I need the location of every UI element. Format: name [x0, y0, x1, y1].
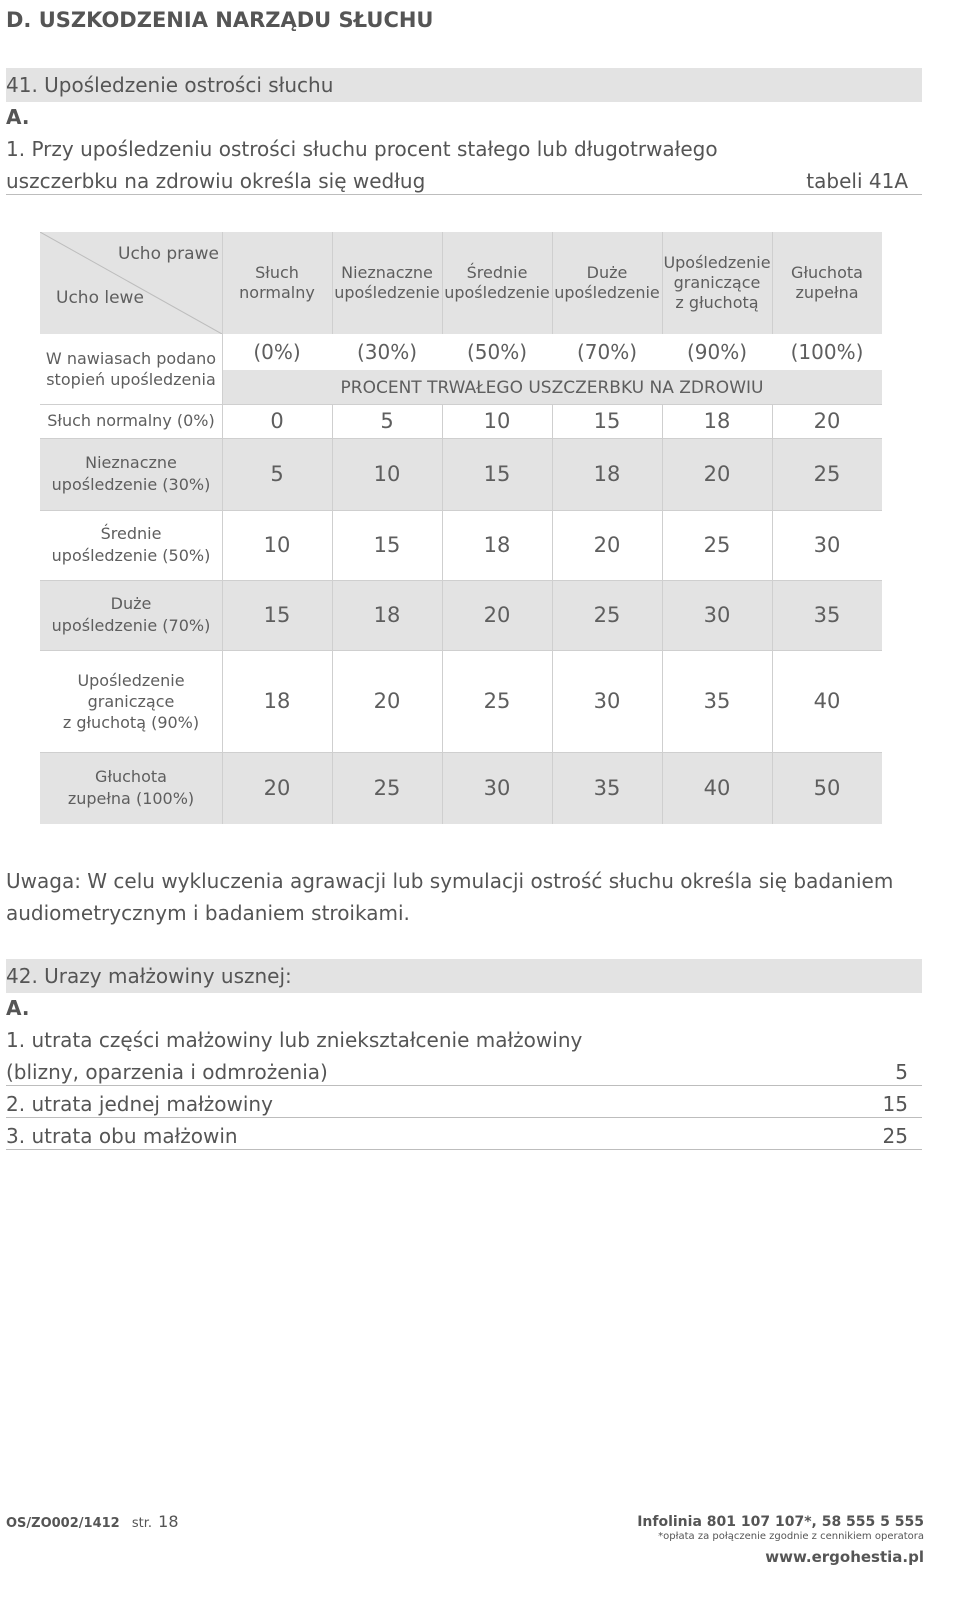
table-cell: 10	[263, 533, 291, 557]
item41-table-reference: tabeli 41A	[806, 169, 908, 193]
footer-page-label: str.	[131, 1516, 153, 1531]
row-label-moderate: Średnie upośledzenie (50%)	[51, 524, 211, 565]
table-cell: 5	[270, 462, 284, 486]
table-cell: 15	[263, 603, 291, 627]
pct-note: W nawiasach podano stopień upośledzenia	[45, 349, 217, 389]
table-cell: 35	[813, 603, 841, 627]
table-cell: 18	[483, 533, 511, 557]
table-cell: 35	[593, 776, 621, 800]
grid-line	[772, 404, 773, 824]
grid-line	[40, 580, 882, 581]
row-label-near-deafness: Upośledzenie graniczące z głuchotą (90%)	[62, 670, 200, 732]
pct-value: (50%)	[466, 340, 528, 364]
footer-fee-note: *opłata za połączenie zgodnie z cennikiem operatora	[658, 1531, 924, 1542]
col-header-slight: Nieznaczne upośledzenie	[334, 263, 440, 302]
row-label-normal: Słuch normalny (0%)	[47, 411, 215, 430]
grid-line	[552, 232, 553, 334]
col-header-moderate: Średnie upośledzenie	[444, 263, 550, 302]
table-cell: 40	[703, 776, 731, 800]
item42-entry-1-value: 5	[895, 1060, 908, 1084]
hearing-impairment-table	[40, 232, 882, 824]
footer-doc-code: OS/ZO002/1412	[6, 1516, 120, 1531]
table-cell: 50	[813, 776, 841, 800]
table-cell: 20	[593, 533, 621, 557]
grid-line	[40, 752, 882, 753]
item42-entry-1-line2: (blizny, oparzenia i odmrożenia)	[6, 1060, 328, 1084]
col-header-near-deafness: Upośledzenie graniczące z głuchotą	[663, 253, 771, 312]
grid-line	[40, 404, 882, 405]
grid-line	[40, 510, 882, 511]
table-cell: 15	[593, 409, 621, 433]
footer-website-link[interactable]: www.ergohestia.pl	[765, 1548, 924, 1566]
pct-value: (100%)	[790, 340, 864, 364]
table-cell: 25	[483, 689, 511, 713]
item42-entry-2: 2. utrata jednej małżowiny	[6, 1092, 273, 1116]
table-cell: 30	[593, 689, 621, 713]
table-cell: 30	[483, 776, 511, 800]
row-label-severe: Duże upośledzenie (70%)	[51, 594, 211, 635]
table-cell: 25	[593, 603, 621, 627]
divider	[6, 1149, 922, 1150]
col-header-severe: Duże upośledzenie	[554, 263, 660, 302]
pct-value: (70%)	[576, 340, 638, 364]
grid-line	[552, 404, 553, 824]
table-cell: 15	[373, 533, 401, 557]
table-cell: 0	[270, 409, 284, 433]
pct-value: (30%)	[356, 340, 418, 364]
col-header-normal: Słuch normalny	[239, 263, 315, 302]
table-cell: 5	[380, 409, 394, 433]
table-cell: 10	[373, 462, 401, 486]
impairment-band-label: PROCENT TRWAŁEGO USZCZERBKU NA ZDROWIU	[222, 370, 882, 404]
grid-line	[662, 232, 663, 334]
table-cell: 25	[813, 462, 841, 486]
item42-entry-3-value: 25	[882, 1124, 908, 1148]
item42-letter: A.	[6, 996, 30, 1020]
item42-entry-1-line1: 1. utrata części małżowiny lub zniekształcenie małżowiny	[6, 1028, 583, 1052]
grid-line	[442, 404, 443, 824]
footer-document-info	[6, 1512, 179, 1531]
table-cell: 35	[703, 689, 731, 713]
grid-line	[222, 232, 223, 824]
table-cell: 30	[703, 603, 731, 627]
footer-contact	[637, 1514, 924, 1566]
table-cell: 20	[483, 603, 511, 627]
note-line1: Uwaga: W celu wykluczenia agrawacji lub symulacji ostrość słuchu określa się badaniem	[6, 869, 894, 893]
table-cell: 20	[813, 409, 841, 433]
table-cell: 20	[703, 462, 731, 486]
table-cell: 18	[263, 689, 291, 713]
table-cell: 20	[263, 776, 291, 800]
item42-heading: 42. Urazy małżowiny usznej:	[6, 964, 292, 988]
item42-entry-2-value: 15	[882, 1092, 908, 1116]
row-label-total-deafness: Głuchota zupełna (100%)	[67, 767, 195, 808]
corner-label-left-ear: Ucho lewe	[56, 288, 144, 308]
table-cell: 20	[373, 689, 401, 713]
note-line2: audiometrycznym i badaniem stroikami.	[6, 901, 410, 925]
grid-line	[40, 438, 882, 439]
footer-infolinia: Infolinia 801 107 107*, 58 555 5 555	[637, 1514, 924, 1530]
col-header-total-deafness: Głuchota zupełna	[791, 263, 863, 302]
pct-value: (0%)	[253, 340, 301, 364]
corner-label-right-ear: Ucho prawe	[118, 244, 219, 264]
table-cell: 40	[813, 689, 841, 713]
table-cell: 25	[373, 776, 401, 800]
grid-line	[442, 232, 443, 334]
footer-page-number: 18	[158, 1512, 179, 1531]
divider	[6, 1085, 922, 1086]
grid-line	[40, 650, 882, 651]
item41-text-line1: 1. Przy upośledzeniu ostrości słuchu procent stałego lub długotrwałego	[6, 137, 718, 161]
item41-letter: A.	[6, 105, 30, 129]
item42-entry-3: 3. utrata obu małżowin	[6, 1124, 238, 1148]
pct-value: (90%)	[686, 340, 748, 364]
table-cell: 25	[703, 533, 731, 557]
table-cell: 30	[813, 533, 841, 557]
grid-line	[772, 232, 773, 334]
grid-line	[332, 404, 333, 824]
divider	[6, 1117, 922, 1118]
grid-line	[332, 232, 333, 334]
row-label-slight: Nieznaczne upośledzenie (30%)	[51, 453, 211, 494]
section-title: D. USZKODZENIA NARZĄDU SŁUCHU	[6, 8, 434, 32]
table-cell: 18	[703, 409, 731, 433]
grid-line	[662, 404, 663, 824]
table-cell: 10	[483, 409, 511, 433]
item41-heading: 41. Upośledzenie ostrości słuchu	[6, 73, 334, 97]
item41-text-line2: uszczerbku na zdrowiu określa się według	[6, 169, 426, 193]
table-cell: 18	[373, 603, 401, 627]
divider	[6, 194, 922, 195]
table-cell: 18	[593, 462, 621, 486]
table-cell: 15	[483, 462, 511, 486]
